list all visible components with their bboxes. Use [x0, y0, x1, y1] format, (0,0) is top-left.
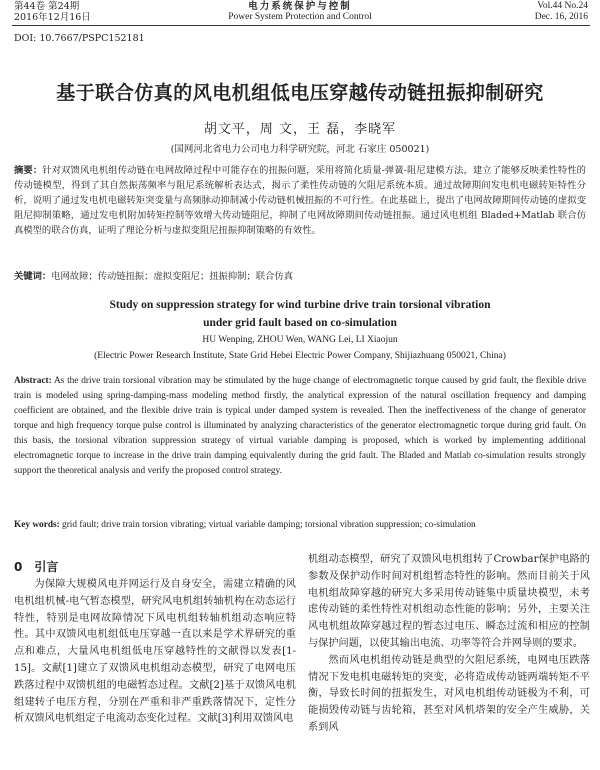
volume-cn: 第44卷 第24期 [14, 1, 80, 12]
keywords-en-label: Key words: [14, 520, 60, 530]
keywords-en [14, 520, 586, 530]
keywords-cn-label: 关键词： [14, 271, 52, 282]
title-en [0, 296, 600, 332]
running-header [0, 0, 600, 24]
doi: DOI: 10.7667/PSPC152181 [14, 33, 145, 44]
abstract-en [14, 374, 586, 479]
abstract-en-label: Abstract: [14, 376, 52, 386]
body-column-right [308, 552, 590, 737]
date-cn: 2016年12月16日 [14, 12, 91, 23]
abstract-en-text: As the drive train torsional vibration may be stimulated by the huge change of electromagnetic torque caused by grid fault, the flexible drive train is modeled using spring-damping-mass modeling method firstly, the analytical expression of the natural oscillation frequency and damping coefficient are obtained, and the flexible drive train is typical under damped system is revealed. Then the ineffectiveness of the change of generator torque and high frequency torque pulse control is illuminated by analyzing characteristics of the generator electromagnetic torque during grid fault. On this basis, the torsional vibration suppression strategy of virtual variable damping is proposed, which is worked by implementing additional electromagnetic torque to increase in the drive train damping equivalently during the grid fault. The Bladed and Matlab co-simulation results strongly support the theoretical analysis and verify the proposed control strategy. [14, 376, 587, 476]
section-heading-introduction: 0 引言 [14, 560, 59, 574]
title-en-line1: Study on suppression strategy for wind turbine drive train torsional vibration [109, 299, 491, 311]
affiliation-cn: (国网河北省电力公司电力科学研究院，河北 石家庄 050021) [170, 144, 430, 155]
keywords-cn [14, 268, 586, 282]
body-right-paragraph-1: 机组动态模型，研究了双馈风电机组转了Crowbar保护电路的参数及保护动作时间对机组暂态特性的影响。然而目前关于风电机组故障穿越的研究大多采用传动链集中质量块模型，未考虑传动链的柔性特性对机组动态性能的影响；另外，主要关注风电机组故障穿越过程的暂态过电压、瞬态过流和相应的控制与保护问题，以使其输出电流、功率等符合并网导则的要求。 [308, 554, 590, 649]
body-column-left: 为保障大规模风电并网运行及自身安全，需建立精确的风电机组机械-电气暂态模型，研究风电机组转轴机构在动态运行特性，特别是电网故障情况下风电机组转轴机组动态响应特性。其中双馈风电机组低电压穿越一直以来是学术界研究的重点和难点，大量风电机组低电压穿越特性的文献得以发表[1-15]。文献[1]建立了双馈风电机组动态模型，研究了电网电压跌落过程中双馈机组的电磁暂态过程。文献[2]基于双馈风电机组建转子电压方程，分别在严重和非严重跌落情况下，定性分析双馈风电机组定子电流动态变化过程。文献[3]利用双馈风电 [14, 579, 296, 725]
title-en-line2: under grid fault based on co-simulation [203, 317, 397, 329]
abstract-cn-text: 针对双馈风电机组传动链在电网故障过程中可能存在的扭振问题，采用将简化质量-弹簧-阻尼建模方法，建立了能够反映柔性特性的传动链模型，得到了其自然振荡频率与阻尼系统解析表达式，揭示了柔性传动链的欠阻尼系统本质。通过故障期间发电机电磁转矩特性分析，说明了通过发电机电磁转矩突变量与高频脉动抑制减小传动链机械扭振的不可行性。在此基础上，提出了电网故障期间传动链的虚拟变阻尼抑制策略，通过发电机附加转矩控制等效增大传动链阻尼，抑制了电网故障期间传动链扭振。通过风电机组 Bladed+Matlab 联合仿真模型的联合仿真，证明了理论分析与虚拟变阻尼扭振抑制策略的有效性。 [14, 165, 586, 236]
authors-en: HU Wenping, ZHOU Wen, WANG Lei, LI Xiaojun [202, 335, 398, 345]
authors-cn: 胡文平，周 文，王 磊，李晓军 [203, 122, 397, 137]
title-cn: 基于联合仿真的风电机组低电压穿越传动链扭振抑制研究 [56, 82, 544, 104]
abstract-cn-label: 摘要： [14, 165, 43, 176]
volume-en: Vol.44 No.24 [537, 1, 588, 11]
keywords-en-text: grid fault; drive train torsion vibrating; virtual variable damping; torsional vibration suppression; co-simulation [62, 520, 476, 530]
journal-name-en: Power System Protection and Control [228, 12, 372, 22]
journal-name-cn: 电力系统保护与控制 [248, 1, 352, 12]
abstract-cn [14, 163, 586, 238]
affiliation-en: (Electric Power Research Institute, State Grid Hebei Electric Power Company, Shijiazhuang 050021, China) [94, 351, 506, 361]
header-rule [12, 25, 590, 26]
keywords-cn-text: 电网故障；传动链扭振；虚拟变阻尼；扭振抑制；联合仿真 [51, 271, 293, 282]
body-right-paragraph-2: 然而风电机组传动链是典型的欠阻尼系统，电网电压跌落情况下发电机电磁转矩的突变，必将造成传动链两端转矩不平衡，导致长时间的扭振发生，对风电机组传动链极为不利，可能损毁传动链与齿轮箱，甚至对风机塔架的安全产生威胁，关系到风 [308, 654, 590, 733]
date-en: Dec. 16, 2016 [534, 12, 588, 22]
